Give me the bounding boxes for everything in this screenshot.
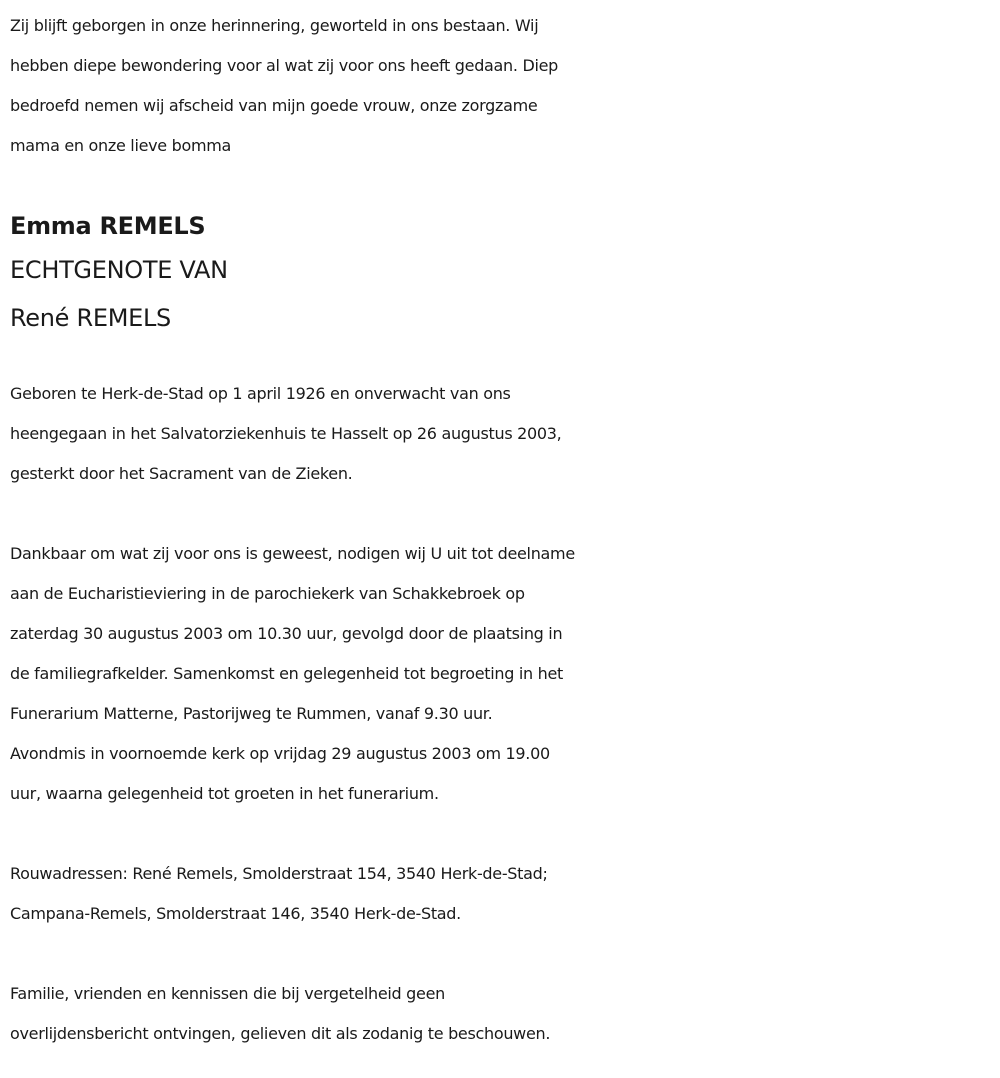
paragraph-spacer [10, 934, 995, 974]
paragraph-spacer [10, 166, 995, 206]
closing-paragraph [10, 974, 995, 1054]
addresses-paragraph [10, 854, 995, 934]
text-line: de familiegrafkelder. Samenkomst en gelegenheid tot begroeting in het [10, 664, 563, 683]
text-line: overlijdensbericht ontvingen, gelieven dit als zodanig te beschouwen. [10, 1024, 551, 1043]
spouse-name: René REMELS [10, 304, 171, 332]
service-paragraph [10, 534, 995, 814]
text-line: Rouwadressen: René Remels, Smolderstraat 154, 3540 Herk-de-Stad; [10, 864, 548, 883]
paragraph-spacer [10, 342, 995, 374]
obituary-document [10, 6, 995, 1054]
text-line: Funerarium Matterne, Pastorijweg te Rummen, vanaf 9.30 uur. [10, 704, 493, 723]
text-line: gesterkt door het Sacrament van de Zieken. [10, 464, 353, 483]
deceased-name: Emma REMELS [10, 212, 206, 240]
intro-paragraph [10, 6, 995, 166]
text-line: mama en onze lieve bomma [10, 136, 232, 155]
text-line: Geboren te Herk-de-Stad op 1 april 1926 en onverwacht van ons [10, 384, 511, 403]
text-line: Campana-Remels, Smolderstraat 146, 3540 Herk-de-Stad. [10, 904, 461, 923]
paragraph-spacer [10, 814, 995, 854]
birth-death-paragraph [10, 374, 995, 494]
text-line: hebben diepe bewondering voor al wat zij voor ons heeft gedaan. Diep [10, 56, 559, 75]
relation-text: ECHTGENOTE VAN [10, 256, 228, 284]
text-line: Avondmis in voornoemde kerk op vrijdag 29 augustus 2003 om 19.00 [10, 744, 550, 763]
text-line: heengegaan in het Salvatorziekenhuis te Hasselt op 26 augustus 2003, [10, 424, 562, 443]
text-line: Dankbaar om wat zij voor ons is geweest, nodigen wij U uit tot deelname [10, 544, 575, 563]
text-line: Zij blijft geborgen in onze herinnering, geworteld in ons bestaan. Wij [10, 16, 539, 35]
text-line: uur, waarna gelegenheid tot groeten in het funerarium. [10, 784, 439, 803]
paragraph-spacer [10, 494, 995, 534]
text-line: zaterdag 30 augustus 2003 om 10.30 uur, gevolgd door de plaatsing in [10, 624, 563, 643]
text-line: Familie, vrienden en kennissen die bij vergetelheid geen [10, 984, 445, 1003]
text-line: bedroefd nemen wij afscheid van mijn goede vrouw, onze zorgzame [10, 96, 538, 115]
text-line: aan de Eucharistieviering in de parochiekerk van Schakkebroek op [10, 584, 525, 603]
